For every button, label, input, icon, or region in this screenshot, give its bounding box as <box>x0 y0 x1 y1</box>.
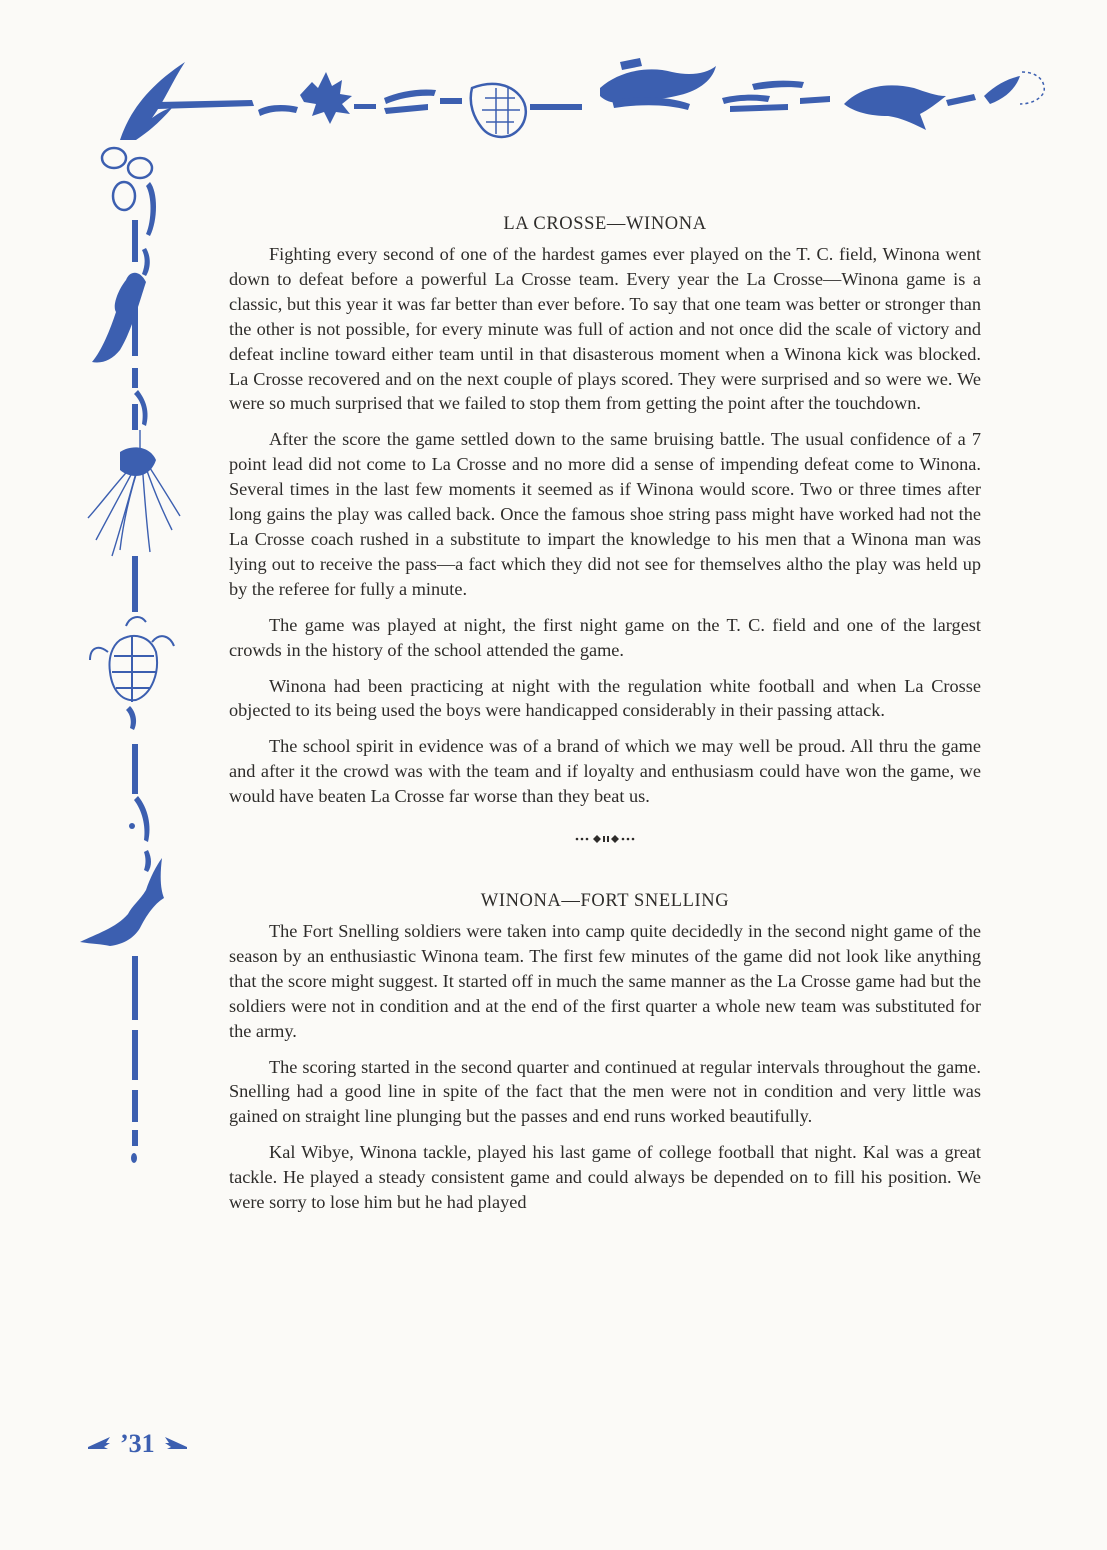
page-folio <box>86 1429 189 1459</box>
paragraph: Fighting every second of one of the hardest games ever played on the T. C. field, Winona went down to defeat before a powerful La Crosse team. Every year the La Crosse—Winona game is a classic, but this year it was far better than ever before. To say that one team was better or stronger than the other is not possible, for every minute was full of action and not once did the scale of victory and defeat incline toward either team until in that disasterous moment when a Winona kick was blocked. La Crosse recovered and on the next couple of plays scored. They were surprised and so were we. We were so much surprised that we failed to stop them from getting the point after the touchdown. <box>229 244 981 414</box>
paragraph: After the score the game settled down to the same bruising battle. The usual confidence of a 7 point lead did not come to La Crosse and no more did a sense of impending defeat come to Winona. Several times in the last few moments it seemed as if Winona would score. Two or three times after long gains the play was called back. Once the famous shoe string pass might have worked had not the La Crosse coach rushed in a substitute to impart the knowledge to his men that a Winona man was lying out to receive the pass—a fact which they did not see for themselves altho the play was held up by the referee for fully a minute. <box>229 429 981 599</box>
article-heading: WINONA—FORT SNELLING <box>480 891 730 912</box>
paragraph: Kal Wibye, Winona tackle, played his last game of college football that night. Kal was a great tackle. He played a steady consistent game and could always be depended on to fill his position. We were sorry to lose him but he had played <box>229 1142 981 1213</box>
bird-leaf-icon <box>600 66 716 103</box>
yearbook-year: ’31 <box>120 1429 155 1458</box>
leaf-icon <box>844 85 946 130</box>
page-body <box>229 212 981 1226</box>
paragraph: The scoring started in the second quarter and continued at regular intervals throughout the game. Snelling had a good line in spite of the fact that the men were not in condition and very little was gained on straight line plunging but the passes and end runs worked beautifully. <box>229 1056 981 1127</box>
left-flourish-icon <box>86 1435 112 1453</box>
right-flourish-icon <box>163 1435 189 1453</box>
paragraph: The Fort Snelling soldiers were taken into camp quite decidedly in the second night game of the season by an enthusiastic Winona team. The first few minutes of the game did not look like anything that the score might suggest. It started off in much the same manner as the La Crosse game had but the soldiers were not in condition and at the end of the first quarter a whole new team was substituted for the army. <box>229 921 981 1041</box>
acorn-icon <box>102 148 126 168</box>
holly-leaf-icon <box>120 62 185 140</box>
holly-leaf-icon <box>80 858 164 946</box>
article-heading: LA CROSSE—WINONA <box>503 214 707 234</box>
article-la-crosse-winona <box>229 212 981 809</box>
paragraph: Winona had been practicing at night with the regulation white football and when La Crosse objected to its being used the boys were handicapped considerably in their passing attack. <box>229 675 981 721</box>
paragraph: The school spirit in evidence was of a brand of which we may well be proud. All thru the game and after it the crowd was with the team and if loyalty and enthusiasm could have won the game, we would have beaten La Crosse far worse than they beat us. <box>229 736 981 807</box>
section-divider-ornament <box>229 833 981 845</box>
article-winona-fort-snelling <box>229 889 981 1215</box>
divider-flourish-icon <box>573 833 637 845</box>
pinecone-icon <box>90 617 174 702</box>
maple-leaf-icon <box>300 72 352 124</box>
paragraph: The game was played at night, the first night game on the T. C. field and one of the largest crowds in the history of the school attended the game. <box>229 614 981 660</box>
